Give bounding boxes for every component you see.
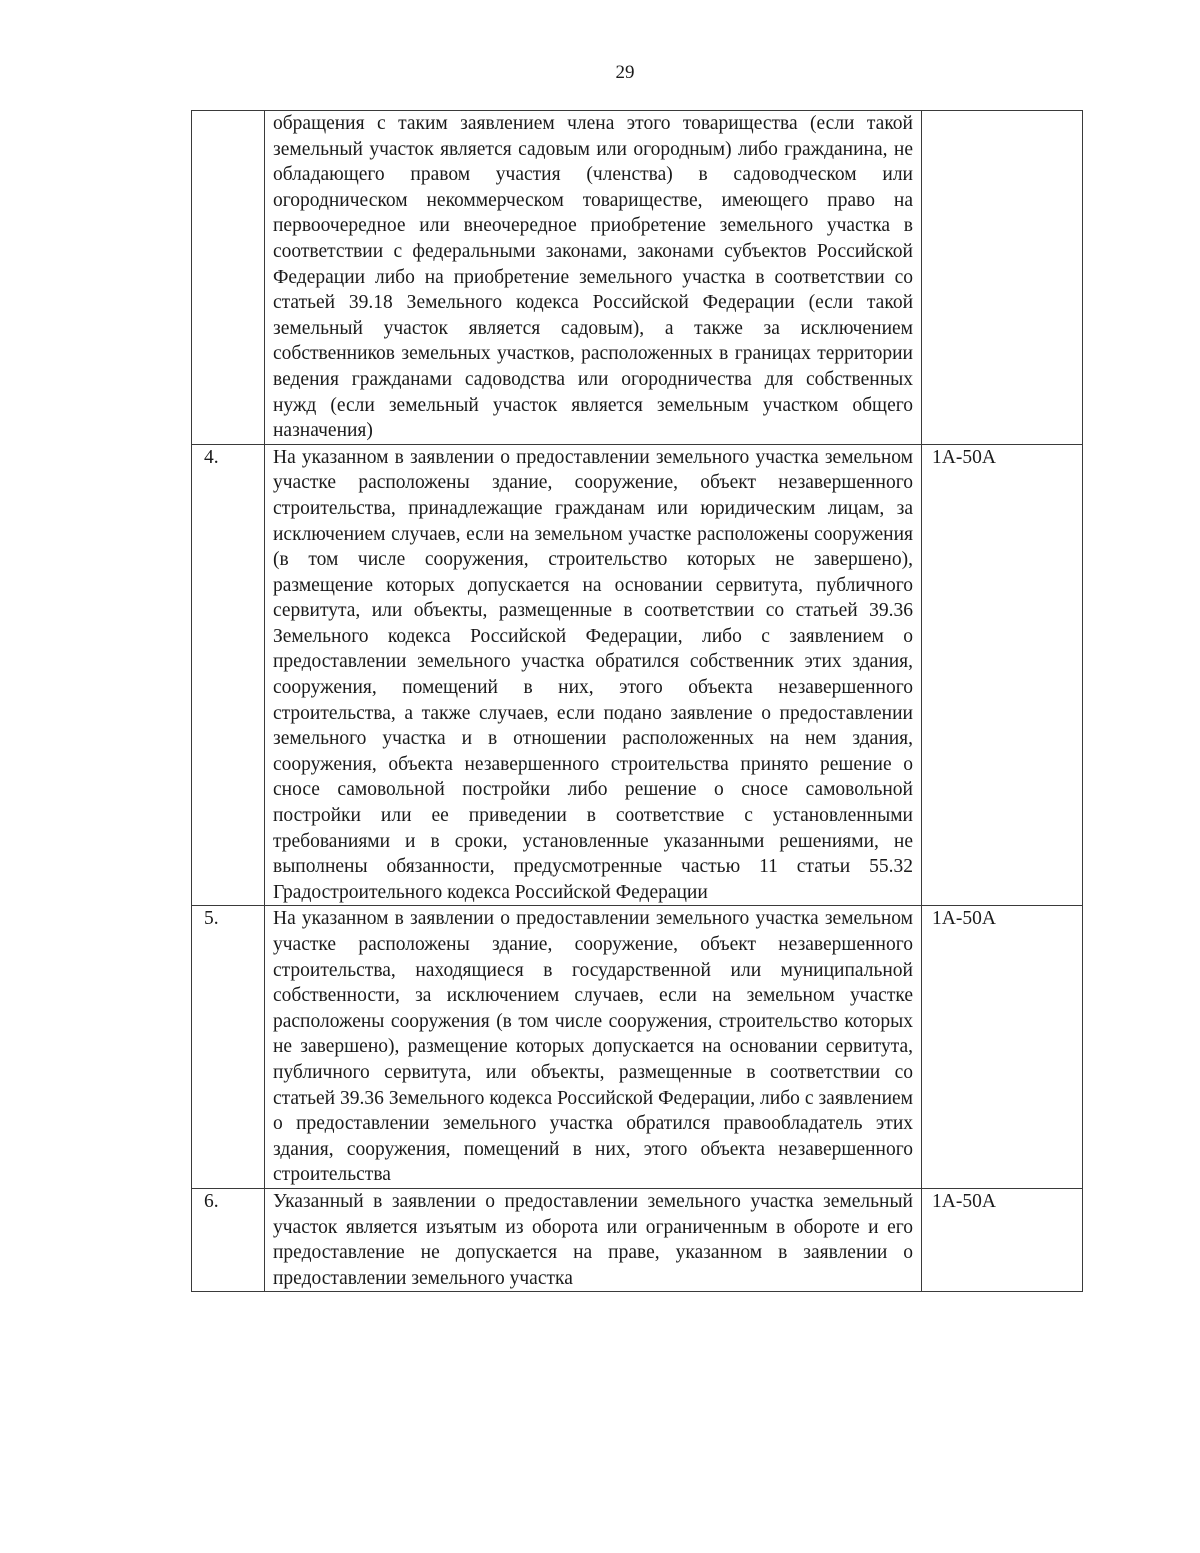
- row-code: 1А-50А: [922, 906, 1083, 1189]
- row-code: 1А-50А: [922, 1188, 1083, 1291]
- row-text: На указанном в заявлении о предоставлении земельного участка земельном участке расположены здание, сооружение, объект незавершенного строительства, принадлежащие гражданам или юридическим лицам, за исключением случаев, если на земельном участке расположены сооружения (в том числе сооружения, строительство которых не завершено), размещение которых допускается на основании сервитута, публичного сервитута, или объекты, размещенные в соответствии со статьей 39.36 Земельного кодекса Российской Федерации, либо с заявлением о предоставлении земельного участка обратился собственник этих здания, сооружения, помещений в них, этого объекта незавершенного строительства, а также случаев, если подано заявление о предоставлении земельного участка и в отношении расположенных на нем здания, сооружения, объекта незавершенного строительства принято решение о сносе самовольной постройки либо решение о сносе самовольной постройки или ее приведении в соответствие с установленными требованиями и в сроки, установленные указанными решениями, не выполнены обязанности, предусмотренные частью 11 статьи 55.32 Градостроительного кодекса Российской Федерации: [265, 444, 922, 906]
- row-text: обращения с таким заявлением члена этого товарищества (если такой земельный участок является садовым или огородным) либо гражданина, не обладающего правом участия (членства) в садоводческом или огородническом некоммерческом товариществе, имеющего право на первоочередное или внеочередное приобретение земельного участка в соответствии с федеральными законами, законами субъектов Российской Федерации либо на приобретение земельного участка в соответствии со статьей 39.18 Земельного кодекса Российской Федерации (если такой земельный участок является садовым), а также за исключением собственников земельных участков, расположенных в границах территории ведения гражданами садоводства или огородничества для собственных нужд (если земельный участок является земельным участком общего назначения): [265, 111, 922, 445]
- table-row: [192, 444, 1083, 906]
- row-code: 1А-50А: [922, 444, 1083, 906]
- row-text: На указанном в заявлении о предоставлении земельного участка земельном участке расположены здание, сооружение, объект незавершенного строительства, находящиеся в государственной или муниципальной собственности, за исключением случаев, если на земельном участке расположены сооружения (в том числе сооружения, строительство которых не завершено), размещение которых допускается на основании сервитута, публичного сервитута, или объекты, размещенные в соответствии со статьей 39.36 Земельного кодекса Российской Федерации, либо с заявлением о предоставлении земельного участка обратился правообладатель этих здания, сооружения, помещений в них, этого объекта незавершенного строительства: [265, 906, 922, 1189]
- grounds-table: [191, 110, 1083, 1292]
- page-number: 29: [615, 62, 635, 83]
- table-row: [192, 906, 1083, 1189]
- row-number: 6.: [192, 1188, 265, 1291]
- row-number: [192, 111, 265, 445]
- row-text: Указанный в заявлении о предоставлении земельного участка земельный участок является изъятым из оборота или ограниченным в обороте и его предоставление не допускается на праве, указанном в заявлении о предоставлении земельного участка: [265, 1188, 922, 1291]
- table-row: [192, 111, 1083, 445]
- table-row: [192, 1188, 1083, 1291]
- row-code: [922, 111, 1083, 445]
- row-number: 4.: [192, 444, 265, 906]
- row-number: 5.: [192, 906, 265, 1189]
